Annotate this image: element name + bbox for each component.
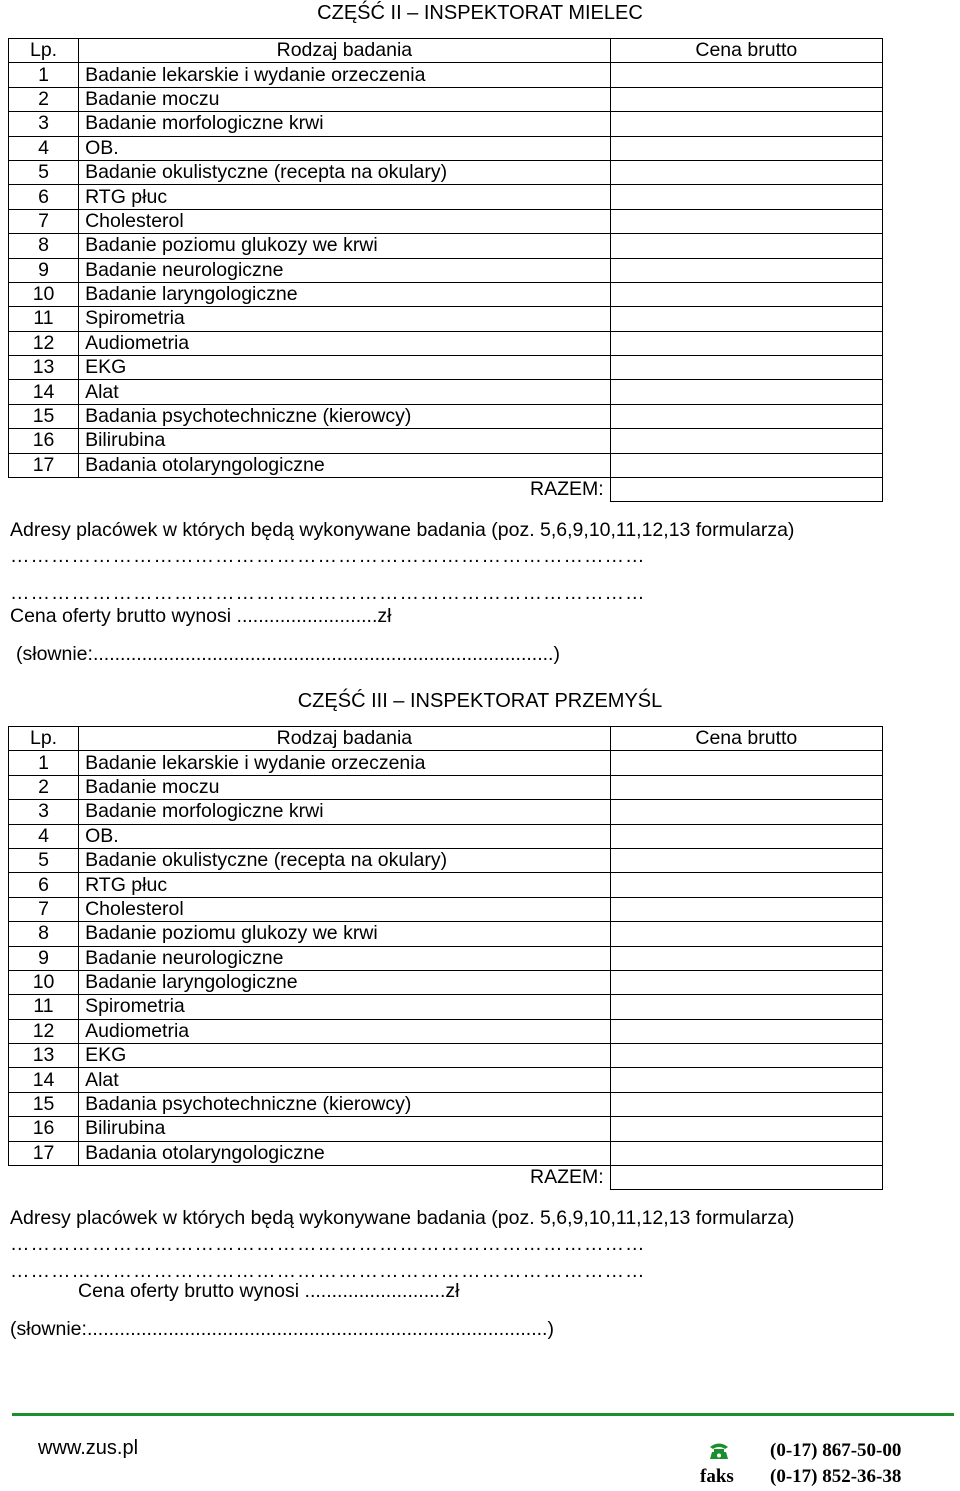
- table-header-row: [9, 39, 883, 63]
- row-price-cell[interactable]: [610, 160, 882, 184]
- row-price-cell[interactable]: [610, 775, 882, 799]
- row-name: Cholesterol: [79, 209, 611, 233]
- row-name: RTG płuc: [79, 873, 611, 897]
- table-row: [9, 136, 883, 160]
- table-row: [9, 1019, 883, 1043]
- row-name: Alat: [79, 380, 611, 404]
- table-row: [9, 404, 883, 428]
- row-name: EKG: [79, 356, 611, 380]
- table-row: [9, 63, 883, 87]
- total-row: [9, 1166, 883, 1190]
- row-price-cell[interactable]: [610, 209, 882, 233]
- table-row: [9, 282, 883, 306]
- section3-dots-2: …………………………………………………………………………………: [10, 1260, 646, 1282]
- row-price-cell[interactable]: [610, 1141, 882, 1165]
- total-price-cell[interactable]: [610, 478, 882, 502]
- table-row: [9, 775, 883, 799]
- row-lp: 5: [9, 848, 79, 872]
- table-row: [9, 307, 883, 331]
- header-name: Rodzaj badania: [79, 727, 611, 751]
- row-lp: 16: [9, 429, 79, 453]
- row-name: Alat: [79, 1068, 611, 1092]
- row-name: Badanie laryngologiczne: [79, 970, 611, 994]
- table-header-row: [9, 727, 883, 751]
- row-price-cell[interactable]: [610, 751, 882, 775]
- row-name: Badanie morfologiczne krwi: [79, 112, 611, 136]
- row-lp: 14: [9, 1068, 79, 1092]
- phone-icon: [708, 1440, 730, 1460]
- total-price-cell[interactable]: [610, 1166, 882, 1190]
- section3-dots-1: …………………………………………………………………………………: [10, 1233, 646, 1255]
- table-row: [9, 1068, 883, 1092]
- row-name: Badanie okulistyczne (recepta na okulary): [79, 848, 611, 872]
- table-row: [9, 970, 883, 994]
- row-price-cell[interactable]: [610, 873, 882, 897]
- table-row: [9, 160, 883, 184]
- table-row: [9, 185, 883, 209]
- row-lp: 6: [9, 873, 79, 897]
- row-lp: 15: [9, 1092, 79, 1116]
- row-lp: 10: [9, 970, 79, 994]
- row-name: Badanie okulistyczne (recepta na okulary): [79, 160, 611, 184]
- section3-title: CZĘŚĆ III – INSPEKTORAT PRZEMYŚL: [297, 690, 663, 712]
- table-row: [9, 234, 883, 258]
- row-name: Badanie morfologiczne krwi: [79, 800, 611, 824]
- section3-table: [8, 726, 883, 1190]
- table-row: [9, 873, 883, 897]
- row-price-cell[interactable]: [610, 824, 882, 848]
- row-lp: 1: [9, 63, 79, 87]
- row-price-cell[interactable]: [610, 800, 882, 824]
- header-price: Cena brutto: [610, 39, 882, 63]
- row-price-cell[interactable]: [610, 112, 882, 136]
- section3-addresses: Adresy placówek w których będą wykonywane badania (poz. 5,6,9,10,11,12,13 formularza): [10, 1207, 795, 1229]
- row-lp: 16: [9, 1117, 79, 1141]
- section2-dots-1: …………………………………………………………………………………: [10, 545, 646, 567]
- row-name: Cholesterol: [79, 897, 611, 921]
- table-row: [9, 1092, 883, 1116]
- row-lp: 11: [9, 995, 79, 1019]
- row-name: Badania psychotechniczne (kierowcy): [79, 1092, 611, 1116]
- row-name: Badanie lekarskie i wydanie orzeczenia: [79, 63, 611, 87]
- row-lp: 17: [9, 453, 79, 477]
- table-row: [9, 824, 883, 848]
- row-lp: 13: [9, 356, 79, 380]
- header-name: Rodzaj badania: [79, 39, 611, 63]
- header-price: Cena brutto: [610, 727, 882, 751]
- row-price-cell[interactable]: [610, 429, 882, 453]
- row-name: Badanie laryngologiczne: [79, 282, 611, 306]
- section2-table: [8, 38, 883, 502]
- row-price-cell[interactable]: [610, 946, 882, 970]
- row-lp: 9: [9, 946, 79, 970]
- row-lp: 6: [9, 185, 79, 209]
- row-price-cell[interactable]: [610, 258, 882, 282]
- row-lp: 12: [9, 331, 79, 355]
- table-row: [9, 1044, 883, 1068]
- row-lp: 8: [9, 234, 79, 258]
- table-row: [9, 112, 883, 136]
- row-price-cell[interactable]: [610, 234, 882, 258]
- row-price-cell[interactable]: [610, 453, 882, 477]
- row-lp: 17: [9, 1141, 79, 1165]
- row-name: Badanie poziomu glukozy we krwi: [79, 234, 611, 258]
- row-lp: 12: [9, 1019, 79, 1043]
- row-price-cell[interactable]: [610, 1019, 882, 1043]
- table-row: [9, 87, 883, 111]
- row-lp: 13: [9, 1044, 79, 1068]
- row-price-cell[interactable]: [610, 995, 882, 1019]
- row-lp: 10: [9, 282, 79, 306]
- table-row: [9, 800, 883, 824]
- row-price-cell[interactable]: [610, 970, 882, 994]
- table-row: [9, 1141, 883, 1165]
- row-name: Badanie poziomu glukozy we krwi: [79, 922, 611, 946]
- section2-addresses: Adresy placówek w których będą wykonywane badania (poz. 5,6,9,10,11,12,13 formularza): [10, 519, 795, 541]
- row-name: Bilirubina: [79, 429, 611, 453]
- section2-title: CZĘŚĆ II – INSPEKTORAT MIELEC: [317, 2, 643, 24]
- row-lp: 2: [9, 87, 79, 111]
- header-lp: Lp.: [9, 727, 79, 751]
- section2-dots-2: …………………………………………………………………………………: [10, 582, 646, 604]
- row-price-cell[interactable]: [610, 136, 882, 160]
- table-row: [9, 1117, 883, 1141]
- row-name: Spirometria: [79, 995, 611, 1019]
- table-row: [9, 356, 883, 380]
- row-price-cell[interactable]: [610, 1117, 882, 1141]
- section3-price-line: Cena oferty brutto wynosi ..........................zł: [78, 1280, 460, 1302]
- row-name: OB.: [79, 824, 611, 848]
- row-lp: 11: [9, 307, 79, 331]
- total-label: RAZEM:: [9, 1166, 611, 1190]
- row-price-cell[interactable]: [610, 185, 882, 209]
- row-name: Audiometria: [79, 1019, 611, 1043]
- row-name: Badanie neurologiczne: [79, 946, 611, 970]
- row-lp: 1: [9, 751, 79, 775]
- footer-fax: (0-17) 852-36-38: [770, 1466, 902, 1487]
- row-name: Badania psychotechniczne (kierowcy): [79, 404, 611, 428]
- row-lp: 8: [9, 922, 79, 946]
- row-price-cell[interactable]: [610, 307, 882, 331]
- table-row: [9, 380, 883, 404]
- row-lp: 7: [9, 209, 79, 233]
- row-lp: 9: [9, 258, 79, 282]
- table-row: [9, 209, 883, 233]
- footer-website[interactable]: www.zus.pl: [38, 1437, 139, 1459]
- row-price-cell[interactable]: [610, 848, 882, 872]
- footer-fax-label: faks: [700, 1466, 734, 1487]
- table-row: [9, 751, 883, 775]
- row-name: Badania otolaryngologiczne: [79, 1141, 611, 1165]
- table-row: [9, 995, 883, 1019]
- total-label: RAZEM:: [9, 478, 611, 502]
- row-lp: 7: [9, 897, 79, 921]
- row-name: RTG płuc: [79, 185, 611, 209]
- section2-price-line: Cena oferty brutto wynosi ..........................zł: [10, 605, 392, 627]
- row-price-cell[interactable]: [610, 1092, 882, 1116]
- row-lp: 4: [9, 136, 79, 160]
- table-row: [9, 453, 883, 477]
- table-row: [9, 331, 883, 355]
- total-row: [9, 478, 883, 502]
- row-price-cell[interactable]: [610, 282, 882, 306]
- footer-phone: (0-17) 867-50-00: [770, 1440, 902, 1461]
- row-price-cell[interactable]: [610, 922, 882, 946]
- row-price-cell[interactable]: [610, 1068, 882, 1092]
- table-row: [9, 922, 883, 946]
- row-name: Badanie moczu: [79, 87, 611, 111]
- row-name: Badanie moczu: [79, 775, 611, 799]
- row-name: Badania otolaryngologiczne: [79, 453, 611, 477]
- header-lp: Lp.: [9, 39, 79, 63]
- row-price-cell[interactable]: [610, 1044, 882, 1068]
- row-price-cell[interactable]: [610, 404, 882, 428]
- row-name: OB.: [79, 136, 611, 160]
- row-lp: 15: [9, 404, 79, 428]
- row-lp: 4: [9, 824, 79, 848]
- row-lp: 3: [9, 800, 79, 824]
- row-name: Badanie lekarskie i wydanie orzeczenia: [79, 751, 611, 775]
- row-name: Audiometria: [79, 331, 611, 355]
- row-name: Bilirubina: [79, 1117, 611, 1141]
- section2-words-line: (słownie:.....................................................................................): [16, 643, 560, 665]
- row-price-cell[interactable]: [610, 356, 882, 380]
- row-price-cell[interactable]: [610, 87, 882, 111]
- row-lp: 5: [9, 160, 79, 184]
- row-price-cell[interactable]: [610, 380, 882, 404]
- table-row: [9, 429, 883, 453]
- table-row: [9, 946, 883, 970]
- table-row: [9, 848, 883, 872]
- table-row: [9, 897, 883, 921]
- footer-divider: [12, 1413, 954, 1416]
- section3-words-line: (słownie:.....................................................................................): [10, 1318, 554, 1340]
- row-price-cell[interactable]: [610, 897, 882, 921]
- row-lp: 14: [9, 380, 79, 404]
- table-row: [9, 258, 883, 282]
- row-name: Badanie neurologiczne: [79, 258, 611, 282]
- row-name: EKG: [79, 1044, 611, 1068]
- row-lp: 3: [9, 112, 79, 136]
- row-lp: 2: [9, 775, 79, 799]
- row-price-cell[interactable]: [610, 331, 882, 355]
- row-name: Spirometria: [79, 307, 611, 331]
- row-price-cell[interactable]: [610, 63, 882, 87]
